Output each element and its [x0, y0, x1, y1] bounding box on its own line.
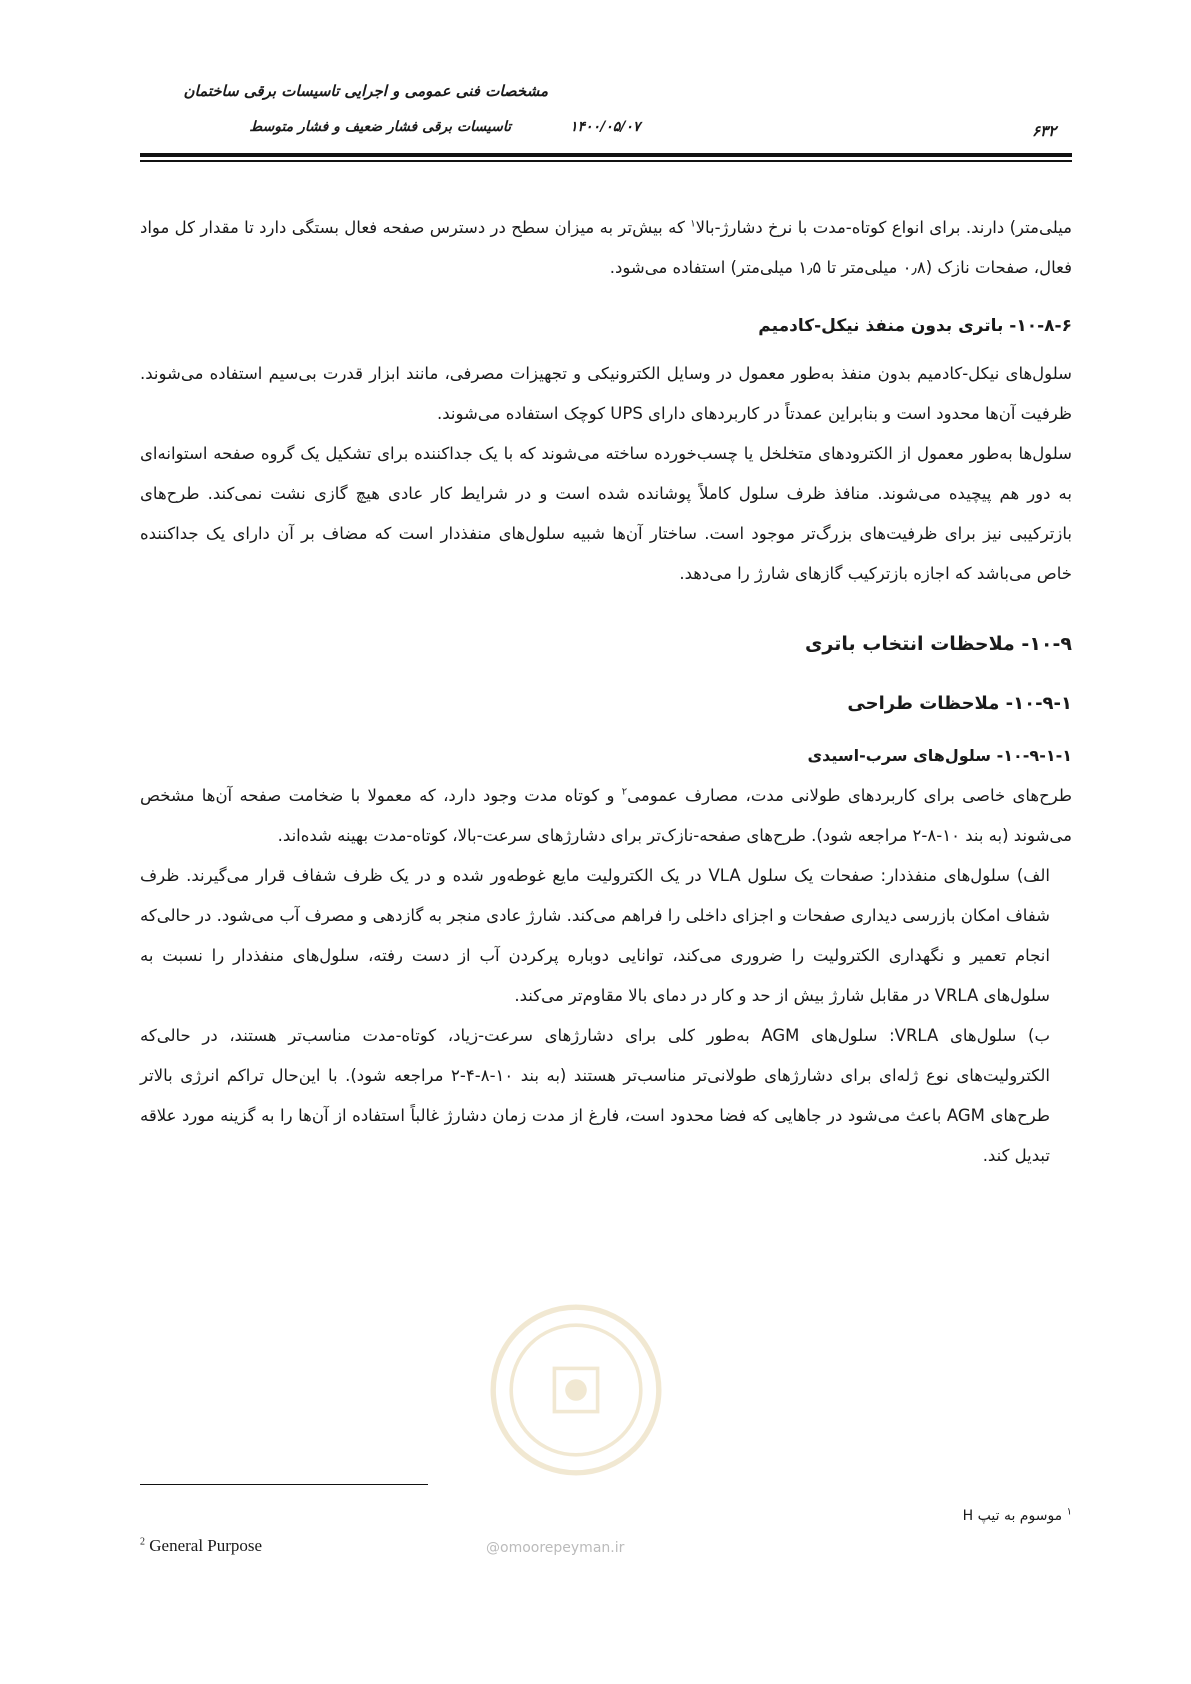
paragraph-nicd-2: سلول‌ها به‌طور معمول از الکترودهای متخلخل یا چسب‌خورده ساخته می‌شوند که با یک جداکننده برای تشکیل یک گروه صفحه استوانه‌ای به دور هم پیچیده می‌شوند. منافذ ظرف سلول کاملاً پوشانده شده است و در شرایط کار عادی هیچ گازی نشت نمی‌کند. طرح‌های بازترکیبی نیز برای ظرفیت‌های بزرگ‌تر موجود است. ساختار آن‌ها شبیه سلول‌های منفذدار است که مضاف بر آن دارای یک جداکننده خاص می‌باشد که اجازه بازترکیب گازهای شارژ را می‌دهد.: [140, 444, 1072, 583]
lead-acid-text-a: طرح‌های خاصی برای کاربردهای طولانی مدت، مصارف عمومی: [627, 786, 1072, 805]
header-title: مشخصات فنی عمومی و اجرایی تاسیسات برقی ساختمان: [183, 82, 548, 100]
footnote-ref-1[interactable]: ۱: [690, 218, 696, 230]
p1-text-b: که بیش‌تر به میزان سطح در دسترس صفحه فعال بستگی دارد تا مقدار کل مواد فعال، صفحات نازک (۰٫۸ میلی‌متر تا ۱٫۵ میلی‌متر) استفاده می‌شود.: [140, 218, 1072, 277]
footnote-rule: [140, 1484, 428, 1485]
footnote-2: [140, 1536, 262, 1556]
footnote-1: [963, 1508, 1072, 1524]
footnote-ref-2[interactable]: ۲: [621, 786, 628, 798]
header-subtitle: تاسیسات برقی فشار ضعیف و فشار متوسط: [249, 119, 511, 135]
list-item-a: الف) سلول‌های منفذدار: صفحات یک سلول VLA در یک الکترولیت مایع غوطه‌ور شده و در یک ظرف شفاف قرار می‌گیرند. ظرف شفاف امکان بازرسی دیداری صفحات و اجزای داخلی را فراهم می‌کند. شارژ عادی منجر به گازدهی و مصرف آب می‌شود. در حالی‌که انجام تعمیر و نگهداری الکترولیت را ضروری می‌کند، توانایی دوباره پرکردن آب از دست رفته، سلول‌های منفذدار را نسبت به سلول‌های VRLA در مقابل شارژ بیش از حد و کار در دمای بالا مقاوم‌تر می‌کند.: [140, 866, 1050, 1005]
footnote-2-text: General Purpose: [149, 1536, 263, 1555]
footnote-1-mark: ۱: [1066, 1506, 1072, 1518]
paragraph-lead-acid: [140, 776, 1072, 856]
lead-acid-text-b: و کوتاه مدت وجود دارد، که معمولا با ضخامت صفحه آن‌ها مشخص می‌شوند (به بند ۱۰-۸-۲ مراجعه شود). طرح‌های صفحه-نازک‌تر برای دشارژهای سرعت-بالا، کوتاه-مدت بهینه شده‌اند.: [140, 786, 1072, 845]
watermark-text: @omoorepeyman.ir: [486, 1540, 625, 1556]
heading-10-9-1-1: ۱۰-۹-۱-۱- سلول‌های سرب-اسیدی: [807, 746, 1072, 765]
heading-10-9-1: ۱۰-۹-۱- ملاحظات طراحی: [847, 693, 1072, 714]
header-rule-thin: [140, 160, 1072, 162]
p1-text-a: میلی‌متر) دارند. برای انواع کوتاه-مدت با نرخ دشارژ-بالا: [695, 218, 1073, 237]
heading-10-9: ۱۰-۹- ملاحظات انتخاب باتری: [805, 633, 1072, 655]
list-item-b: ب) سلول‌های VRLA: سلول‌های AGM به‌طور کلی برای دشارژهای سرعت-زیاد، کوتاه-مدت مناسب‌تر هستند، در حالی‌که الکترولیت‌های نوع ژله‌ای برای دشارژهای طولانی‌تر مناسب‌تر هستند (به بند ۱۰-۸-۴-۲ مراجعه شود). با این‌حال تراکم انرژی بالاتر طرح‌های AGM باعث می‌شود در جاهایی که فضا محدود است، فارغ از مدت زمان دشارژ غالباً استفاده از آن‌ها را به گزینه مورد علاقه تبدیل کند.: [140, 1026, 1050, 1165]
heading-10-8-6: ۱۰-۸-۶- باتری بدون منفذ نیکل-کادمیم: [758, 316, 1072, 336]
watermark-seal-icon: [486, 1300, 666, 1480]
page-number: ۶۳۲: [1032, 122, 1057, 140]
main-content: [140, 208, 1072, 1176]
header-date: ۱۴۰۰/۰۵/۰۷: [570, 119, 641, 135]
header-rule-thick: [140, 153, 1072, 157]
footnote-2-mark: 2: [140, 1536, 145, 1548]
paragraph-continued: [140, 208, 1072, 288]
footnote-1-text: موسوم به تیپ H: [962, 1508, 1063, 1524]
paragraph-nicd-1: سلول‌های نیکل-کادمیم بدون منفذ به‌طور معمول در وسایل الکترونیکی و تجهیزات مصرفی، مانند ابزار قدرت بی‌سیم استفاده می‌شوند. ظرفیت آن‌ها محدود است و بنابراین عمدتاً در کاربردهای دارای UPS کوچک استفاده می‌شوند.: [140, 364, 1072, 423]
